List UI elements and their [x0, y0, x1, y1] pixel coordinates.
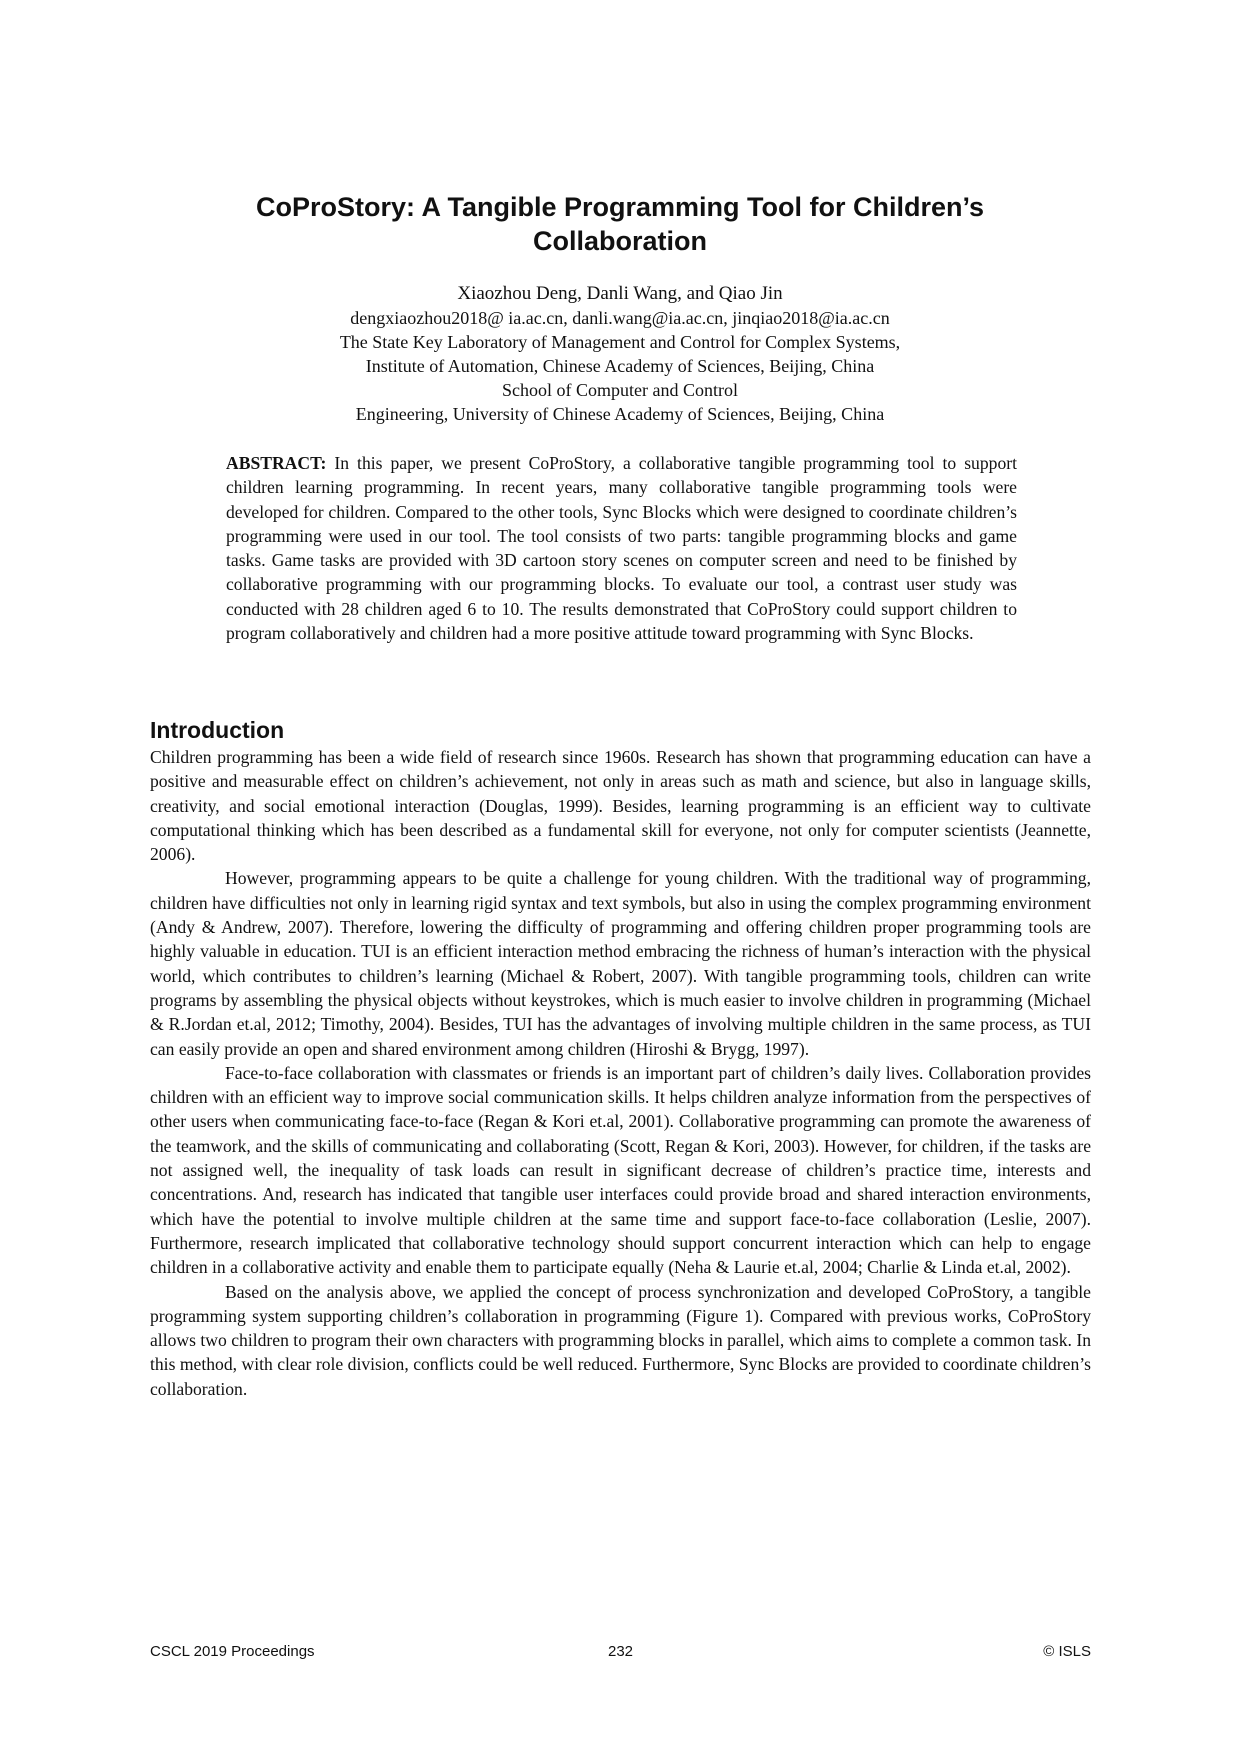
footer-page-number: 232 [607, 1643, 634, 1660]
paper-title [150, 190, 1090, 258]
introduction-paragraph-1: Children programming has been a wide field of research since 1960s. Research has shown that programming education can have a positive and measurable effect on children’s achievement, not only in areas such as math and science, but also in language skills, creativity, and social emotional interaction (Douglas, 1999). Besides, learning programming is an efficient way to cultivate computational thinking which has been described as a fundamental skill for everyone, not only for computer scientists (Jeannette, 2006). [150, 747, 1091, 865]
introduction-paragraph-2: However, programming appears to be quite a challenge for young children. With the traditional way of programming, children have difficulties not only in learning rigid syntax and text symbols, but also in using the complex programming environment (Andy & Andrew, 2007). Therefore, lowering the difficulty of programming and offering children proper programming tools are highly valuable in education. TUI is an efficient interaction method embracing the richness of human’s interaction with the physical world, which contributes to children’s learning (Michael & Robert, 2007). With tangible programming tools, children can write programs by assembling the physical objects without keystrokes, which is much easier to involve children in programming (Michael & R.Jordan et.al, 2012; Timothy, 2004). Besides, TUI has the advantages of involving multiple children in the same process, as TUI can easily provide an open and shared environment among children (Hiroshi & Brygg, 1997). [150, 868, 1091, 1059]
affiliation-line-4: Engineering, University of Chinese Academy of Sciences, Beijing, China [355, 404, 885, 424]
footer-proceedings: CSCL 2019 Proceedings [150, 1643, 315, 1660]
abstract-label: ABSTRACT: [226, 453, 327, 473]
footer-copyright: © ISLS [1043, 1643, 1091, 1660]
paper-title-line-2: Collaboration [533, 226, 707, 256]
author-emails: dengxiaozhou2018@ ia.ac.cn, danli.wang@ia.ac.cn, jinqiao2018@ia.ac.cn [350, 308, 890, 328]
paper-title-line-1: CoProStory: A Tangible Programming Tool for Children’s [255, 192, 985, 222]
introduction-heading: Introduction [150, 717, 285, 743]
affiliation-line-1: The State Key Laboratory of Management and Control for Complex Systems, [339, 332, 901, 352]
introduction-body [150, 745, 1091, 1401]
abstract-text: In this paper, we present CoProStory, a collaborative tangible programming tool to support children learning programming. In recent years, many collaborative tangible programming tools were developed for children. Compared to the other tools, Sync Blocks which were designed to coordinate children’s programming were used in our tool. The tool consists of two parts: tangible programming blocks and game tasks. Game tasks are provided with 3D cartoon story scenes on computer screen and need to be finished by collaborative programming with our programming blocks. To evaluate our tool, a contrast user study was conducted with 28 children aged 6 to 10. The results demonstrated that CoProStory could support children to program collaboratively and children had a more positive attitude toward programming with Sync Blocks. [226, 453, 1017, 644]
affiliation-line-2: Institute of Automation, Chinese Academy of Sciences, Beijing, China [365, 356, 875, 376]
author-block [150, 282, 1090, 426]
abstract [226, 451, 1017, 645]
author-names: Xiaozhou Deng, Danli Wang, and Qiao Jin [457, 283, 783, 304]
affiliation-line-3: School of Computer and Control [502, 380, 738, 400]
introduction-paragraph-4: Based on the analysis above, we applied the concept of process synchronization and developed CoProStory, a tangible programming system supporting children’s collaboration in programming (Figure 1). Compared with previous works, CoProStory allows two children to program their own characters with programming blocks in parallel, which aims to complete a common task. In this method, with clear role division, conflicts could be well reduced. Furthermore, Sync Blocks are provided to coordinate children’s collaboration. [150, 1281, 1091, 1399]
introduction-paragraph-3: Face-to-face collaboration with classmates or friends is an important part of children’s daily lives. Collaboration provides children with an efficient way to improve social communication skills. It helps children analyze information from the perspectives of other users when communicating face-to-face (Regan & Kori et.al, 2001). Collaborative programming can promote the awareness of the teamwork, and the skills of communicating and collaborating (Scott, Regan & Kori, 2003). However, for children, if the tasks are not assigned well, the inequality of task loads can result in significant decrease of children’s practice time, interests and concentrations. And, research has indicated that tangible user interfaces could provide broad and shared interaction environments, which have the potential to involve multiple children at the same time and support face-to-face collaboration (Leslie, 2007). Furthermore, research implicated that collaborative technology should support concurrent interaction which can help to engage children in a collaborative activity and enable them to participate equally (Neha & Laurie et.al, 2004; Charlie & Linda et.al, 2002). [150, 1062, 1091, 1278]
